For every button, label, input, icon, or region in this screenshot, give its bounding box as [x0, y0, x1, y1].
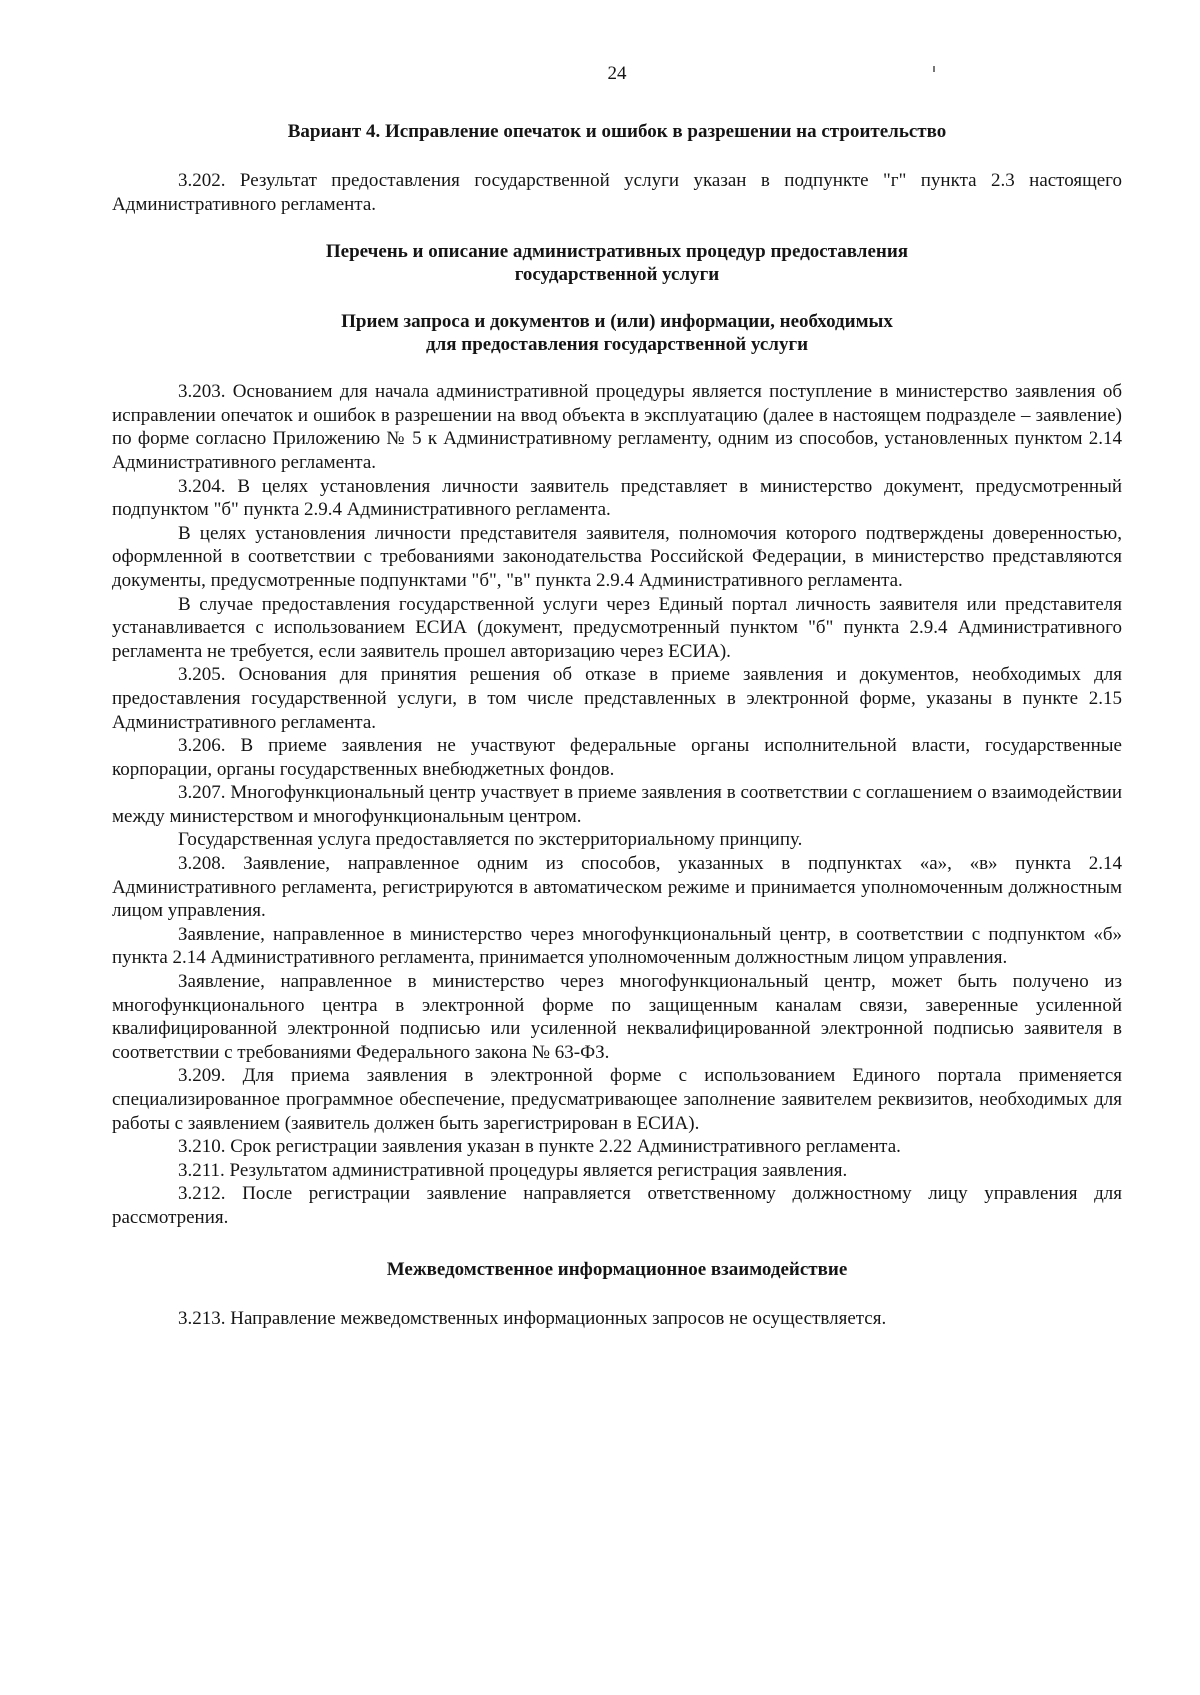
paragraph-representative-identity: В целях установления личности представителя заявителя, полномочия которого подтверждены доверенностью, оформленной в соответствии с требованиями законодательства Российской Федерации, в министерство представляются документы, предусмотренные подпунктами "б", "в" пункта 2.9.4 Административного регламента. — [112, 522, 1122, 591]
paragraph-3-202: 3.202. Результат предоставления государственной услуги указан в подпункте "г" пункта 2.3 настоящего Административного регламента. — [112, 170, 1122, 215]
page-number: 24 — [607, 63, 627, 84]
paragraph-extraterritorial: Государственная услуга предоставляется по экстерриториальному принципу. — [178, 829, 803, 851]
paragraph-3-204: 3.204. В целях установления личности заявитель представляет в министерство документ, предусмотренный подпунктом "б" пункта 2.9.4 Административного регламента. — [112, 475, 1122, 521]
paragraph-3-213: 3.213. Направление межведомственных информационных запросов не осуществляется. — [178, 1307, 887, 1329]
section-heading-procedures — [112, 240, 1122, 286]
section-heading-procedures-line1: Перечень и описание административных процедур предоставления — [325, 241, 909, 263]
section-heading-reception-line1: Прием запроса и документов и (или) информации, необходимых — [341, 311, 893, 333]
paragraph-mfc-subpoint-b: Заявление, направленное в министерство через многофункциональный центр, в соответствии с подпунктом «б» пункта 2.14 Административного регламента, принимается уполномоченным должностным лицом управления. — [112, 923, 1122, 969]
paragraph-3-209: 3.209. Для приема заявления в электронной форме с использованием Единого портала применяется специализированное программное обеспечение, предусматривающее заполнение заявителем реквизитов, необходимых для работы с заявлением (заявитель должен быть зарегистрирован в ЕСИА). — [112, 1065, 1122, 1134]
paragraph-3-205: 3.205. Основания для принятия решения об отказе в приеме заявления и документов, необходимых для предоставления государственной услуги, в том числе представленных в электронной форме, указаны в пункте 2.15 Административного регламента. — [112, 664, 1122, 733]
paragraph-3-207: 3.207. Многофункциональный центр участвует в приеме заявления в соответствии с соглашением о взаимодействии между министерством и многофункциональным центром. — [112, 782, 1122, 827]
section-heading-interagency: Межведомственное информационное взаимодействие — [386, 1258, 848, 1280]
paragraph-3-210: 3.210. Срок регистрации заявления указан в пункте 2.22 Административного регламента. — [178, 1136, 901, 1158]
section-heading-reception — [112, 310, 1122, 356]
variant-heading: Вариант 4. Исправление опечаток и ошибок в разрешении на строительство — [287, 121, 947, 142]
section-heading-reception-line2: для предоставления государственной услуги — [425, 334, 809, 356]
paragraph-3-206: 3.206. В приеме заявления не участвуют федеральные органы исполнительной власти, государственные корпорации, органы государственных внебюджетных фондов. — [112, 735, 1122, 780]
scan-speck — [933, 66, 935, 72]
paragraph-3-208: 3.208. Заявление, направленное одним из способов, указанных в подпунктах «а», «в» пункта 2.14 Административного регламента, регистрируются в автоматическом режиме и принимается уполномоченным должностным лицом управления. — [112, 853, 1122, 922]
paragraph-esia-identity: В случае предоставления государственной услуги через Единый портал личность заявителя или представителя устанавливается с использованием ЕСИА (документ, предусмотренный пунктом "б" пункта 2.9.4 Административного регламента не требуется, если заявитель прошел авторизацию через ЕСИА). — [112, 593, 1122, 662]
paragraph-3-203: 3.203. Основанием для начала административной процедуры является поступление в министерство заявления об исправлении опечаток и ошибок в разрешении на ввод объекта в эксплуатацию (далее в настоящем подразделе – заявление) по форме согласно Приложению № 5 к Административному регламенту, одним из способов, установленных пунктом 2.14 Административного регламента. — [112, 381, 1122, 473]
paragraph-mfc-electronic: Заявление, направленное в министерство через многофункциональный центр, может быть получено из многофункционального центра в электронной форме по защищенным каналам связи, заверенные усиленной квалифицированной электронной подписью или усиленной неквалифицированной электронной подписью заявителя в соответствии с требованиями Федерального закона № 63-ФЗ. — [112, 971, 1122, 1063]
paragraph-3-212: 3.212. После регистрации заявление направляется ответственному должностному лицу управления для рассмотрения. — [112, 1183, 1122, 1228]
paragraph-3-211: 3.211. Результатом административной процедуры является регистрация заявления. — [178, 1159, 848, 1181]
section-heading-procedures-line2: государственной услуги — [514, 264, 720, 286]
